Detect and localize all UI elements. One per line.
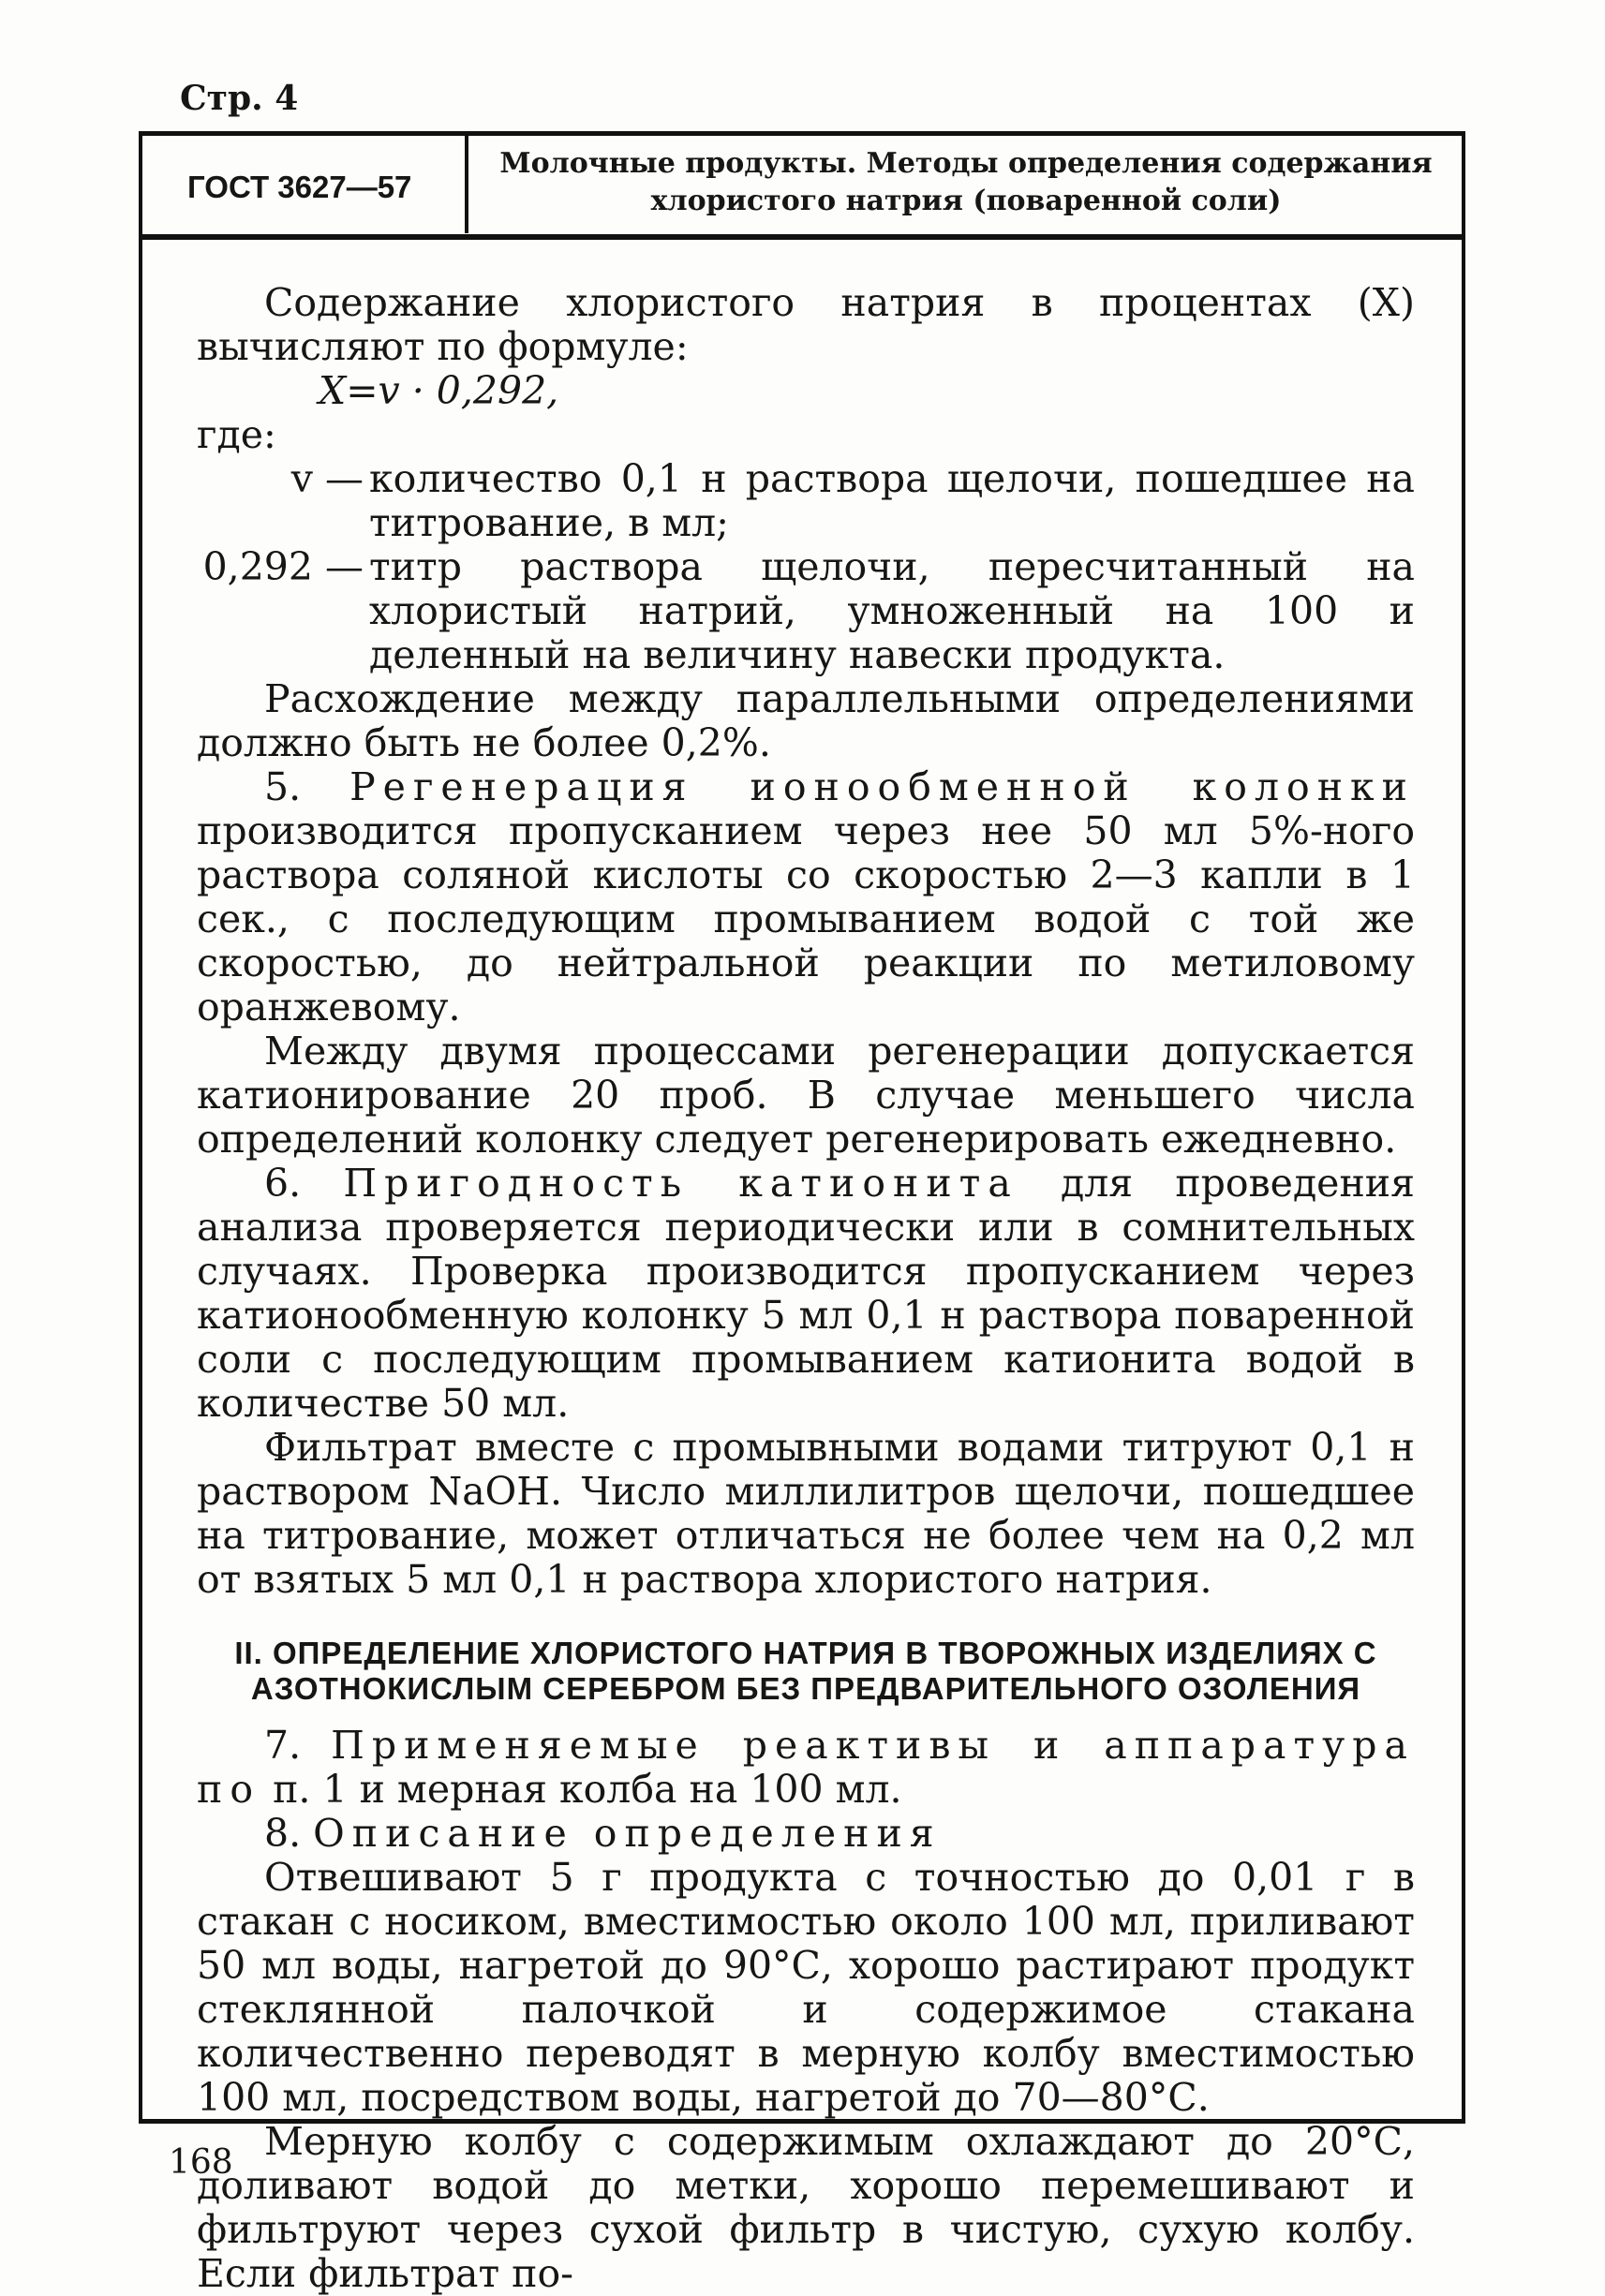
clause-number: 7.	[264, 1723, 302, 1768]
clause-number: 5.	[264, 764, 302, 809]
paragraph: Отвешивают 5 г продукта с точностью до 0,01 г в стакан с носиком, вместимостью около 100 мл, приливают 50 мл воды, нагретой до 90°С, хорошо растирают продукт стеклянной палочкой и содержимое стакана количественно переводят в мерную колбу вместимостью 100 мл, посредством воды, нагретой до 70—80°С.	[197, 1855, 1415, 2120]
formula: X=v · 0,292,	[319, 368, 559, 413]
document-header	[139, 131, 1464, 240]
clause-title: Пригодность катионита	[343, 1161, 1018, 1206]
paragraph-clause-6	[197, 1162, 1415, 1426]
clause-text: производится пропусканием через нее 50 мл 5%-ного раствора соляной кислоты со скоростью 2—3 капли в 1 сек., с последующим промыванием водой с той же скоростью, до нейтральной реакции по метиловому оранжевому.	[197, 808, 1415, 1029]
clause-title: Регенерация ионообменной колонки	[349, 764, 1415, 809]
paragraph-clause-8	[197, 1812, 1415, 1856]
clause-text: п. 1 и мерная колба на 100 мл.	[273, 1767, 902, 1812]
clause-text: для проведения анализа проверяется периодически или в сомнительных случаях. Проверка производится пропусканием через катионообменную колонку 5 мл 0,1 н раствора поваренной соли с последующим промыванием катионита водой в количестве 50 мл.	[197, 1161, 1415, 1426]
standard-code: ГОСТ 3627—57	[187, 170, 412, 204]
page-label: Стр. 4	[180, 79, 299, 118]
page-number: 168	[169, 2143, 233, 2182]
where-label: где:	[197, 412, 276, 457]
paragraph: Между двумя процессами регенерации допускается катионирование 20 проб. В случае меньшего числа определений колонку следует регенерировать ежедневно.	[197, 1029, 1415, 1162]
clause-number: 8.	[264, 1811, 302, 1856]
definition-item	[197, 545, 1415, 677]
clause-title: Применяемые реактивы и аппаратура по	[197, 1723, 1415, 1812]
section-heading: II. ОПРЕДЕЛЕНИЕ ХЛОРИСТОГО НАТРИЯ В ТВОРОЖНЫХ ИЗДЕЛИЯХ С АЗОТНОКИСЛЫМ СЕРЕБРОМ БЕЗ ПРЕДВАРИТЕЛЬНОГО ОЗОЛЕНИЯ	[234, 1636, 1377, 1706]
document-body	[197, 281, 1415, 2296]
definition-text: титр раствора щелочи, пересчитанный на хлористый натрий, умноженный на 100 и деленный на величину навески продукта.	[369, 544, 1415, 677]
definition-term: v —	[290, 456, 364, 501]
definitions-list	[197, 457, 1415, 677]
paragraph: Фильтрат вместе с промывными водами титруют 0,1 н раствором NaOH. Число миллилитров щелочи, пошедшее на титрование, может отличаться не более чем на 0,2 мл от взятых 5 мл 0,1 н раствора хлористого натрия.	[197, 1425, 1415, 1602]
definition-item	[197, 457, 1415, 545]
document-title: Молочные продукты. Методы определения содержания хлористого натрия (поваренной соли)	[499, 147, 1433, 217]
paragraph-clause-5	[197, 765, 1415, 1029]
frame-right-border	[1462, 131, 1465, 2122]
definition-term: 0,292 —	[202, 544, 364, 589]
paragraph: Расхождение между параллельными определениями должно быть не более 0,2%.	[197, 676, 1415, 765]
frame-left-border	[139, 131, 142, 2124]
definition-text: количество 0,1 н раствора щелочи, пошедшее на титрование, в мл;	[369, 456, 1415, 545]
header-divider	[465, 136, 468, 233]
clause-number: 6.	[264, 1161, 302, 1206]
paragraph: Мерную колбу с содержимым охлаждают до 20°С, доливают водой до метки, хорошо перемешивают и фильтруют через сухой фильтр в чистую, сухую колбу. Если фильтрат по-	[197, 2119, 1415, 2296]
clause-title: Описание определения	[313, 1811, 942, 1856]
paragraph: Содержание хлористого натрия в процентах (X) вычисляют по формуле:	[197, 280, 1415, 369]
paragraph-clause-7	[197, 1724, 1415, 1812]
